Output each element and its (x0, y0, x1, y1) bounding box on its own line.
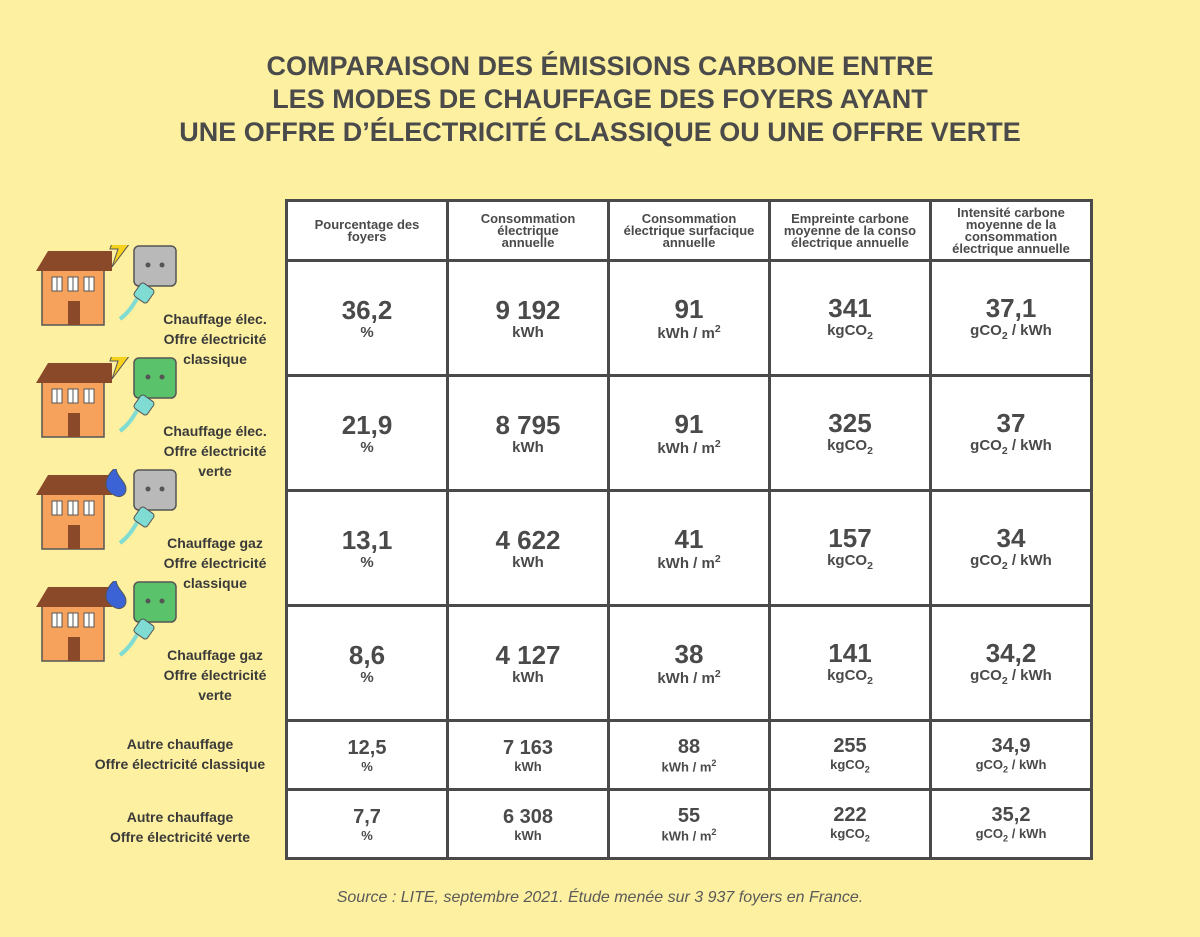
cell-unit (932, 437, 1090, 457)
unit-text: kWh / m (657, 439, 715, 457)
cell-value: 35,2 (991, 804, 1031, 827)
cell-value: 34,9 (991, 735, 1031, 758)
unit-subscript: 2 (1003, 764, 1009, 775)
cell-unit (771, 322, 929, 342)
cell-value: 37 (996, 408, 1026, 438)
header-pct: Pourcentage des foyers (287, 201, 448, 261)
cell-value: 222 (833, 804, 867, 827)
row-label-line: Offre électricité (163, 331, 267, 347)
unit-text: gCO (975, 757, 1004, 773)
cell-value: 37,1 (985, 293, 1037, 323)
cell-value: 7 163 (502, 736, 554, 759)
header-kgco2: Empreinte carbone moyenne de la conso électrique annuelle (770, 201, 931, 261)
cell-kwh (448, 261, 609, 376)
table-row (287, 790, 1092, 859)
row-label-line: Offre électricité (163, 667, 267, 683)
row-label (150, 645, 280, 705)
cell-value: 55 (677, 804, 701, 827)
table-row (287, 376, 1092, 491)
unit-subscript: 2 (1001, 560, 1008, 572)
header-gco2: Intensité carbone moyenne de la consommation électrique annuelle (931, 201, 1092, 261)
cell-gco2 (931, 790, 1092, 859)
cell-kgco2 (770, 606, 931, 721)
unit-exponent: 2 (714, 667, 721, 680)
cell-value: 325 (828, 408, 872, 438)
cell-unit: kWh (512, 553, 544, 571)
table-row (287, 721, 1092, 790)
cell-unit (771, 667, 929, 687)
row-label-line: verte (198, 687, 232, 703)
cell-kgco2 (770, 376, 931, 491)
row-label-line: Chauffage gaz (167, 647, 263, 663)
cell-kwhm2 (609, 606, 770, 721)
cell-unit (610, 553, 768, 572)
cell-kwhm2 (609, 491, 770, 606)
cell-value: 157 (828, 523, 872, 553)
chart-title (0, 50, 1200, 149)
cell-pct (287, 376, 448, 491)
row-label-line: Chauffage élec. (163, 423, 267, 439)
table-row (287, 606, 1092, 721)
row-label-line: verte (198, 463, 232, 479)
cell-kwh (448, 376, 609, 491)
cell-pct (287, 491, 448, 606)
cell-kgco2 (770, 491, 931, 606)
row-label-line: Offre électricité (163, 443, 267, 459)
cell-pct (287, 721, 448, 790)
cell-unit (610, 758, 768, 774)
cell-value: 8,6 (348, 639, 386, 670)
unit-text: gCO (970, 322, 1002, 339)
cell-unit: % (360, 553, 374, 571)
cell-kgco2 (770, 721, 931, 790)
header-row (287, 201, 1092, 261)
unit-text: gCO (970, 552, 1002, 569)
cell-value: 6 308 (502, 805, 554, 828)
unit-exponent: 2 (711, 757, 717, 768)
unit-text: / kWh (1007, 667, 1052, 684)
unit-subscript: 2 (867, 330, 873, 342)
cell-value: 91 (674, 293, 704, 324)
cell-kwhm2 (609, 721, 770, 790)
unit-subscript: 2 (867, 445, 873, 457)
unit-text: gCO (970, 437, 1002, 454)
cell-unit: % (360, 438, 374, 456)
cell-pct (287, 790, 448, 859)
cell-value: 34 (996, 523, 1026, 553)
cell-kwh (448, 491, 609, 606)
table-row (287, 491, 1092, 606)
unit-text: / kWh (1008, 757, 1047, 773)
table-row (287, 261, 1092, 376)
cell-value: 21,9 (341, 409, 393, 440)
cell-unit: % (360, 323, 374, 341)
cell-unit: kWh (512, 323, 544, 341)
cell-value: 38 (674, 638, 704, 669)
title-line-3: UNE OFFRE D’ÉLECTRICITÉ CLASSIQUE OU UNE OFFRE VERTE (179, 117, 1021, 147)
row-label-line: Autre chauffage (126, 736, 234, 752)
cell-unit: % (360, 668, 374, 686)
header-kwhm2: Consommation électrique surfacique annuelle (609, 201, 770, 261)
unit-subscript: 2 (864, 833, 870, 844)
row-label-line: Chauffage gaz (167, 535, 263, 551)
unit-text: kWh / m (661, 828, 712, 844)
unit-exponent: 2 (711, 826, 717, 837)
unit-text: kgCO (827, 667, 868, 684)
cell-pct (287, 606, 448, 721)
cell-unit: % (361, 827, 373, 843)
unit-text: kgCO (827, 437, 868, 454)
row-label-line: classique (183, 575, 247, 591)
cell-value: 141 (828, 638, 872, 668)
cell-unit (932, 552, 1090, 572)
cell-gco2 (931, 606, 1092, 721)
cell-unit (932, 322, 1090, 342)
cell-pct (287, 261, 448, 376)
cell-unit (610, 668, 768, 687)
cell-unit: % (361, 758, 373, 774)
unit-subscript: 2 (1001, 330, 1008, 342)
cell-unit (771, 552, 929, 572)
cell-unit (771, 437, 929, 457)
cell-unit: kWh (512, 438, 544, 456)
row-label-line: Chauffage élec. (163, 311, 267, 327)
unit-text: kgCO (827, 322, 868, 339)
row-label-line: Autre chauffage (126, 809, 234, 825)
cell-value: 7,7 (353, 805, 381, 828)
unit-text: kgCO (830, 826, 865, 842)
cell-kwh (448, 790, 609, 859)
cell-kwh (448, 606, 609, 721)
unit-text: / kWh (1008, 826, 1047, 842)
cell-value: 34,2 (985, 638, 1037, 668)
cell-unit (771, 757, 929, 775)
unit-subscript: 2 (1001, 675, 1008, 687)
row-label (70, 807, 290, 847)
source-note: Source : LITE, septembre 2021. Étude menée sur 3 937 foyers en France. (336, 889, 864, 906)
unit-text: kgCO (830, 757, 865, 773)
cell-value: 341 (828, 293, 872, 323)
cell-kgco2 (770, 261, 931, 376)
row-label-line: Offre électricité classique (94, 756, 266, 772)
unit-subscript: 2 (1003, 833, 1009, 844)
cell-value: 4 622 (495, 524, 561, 555)
header-kwh: Consommation électrique annuelle (448, 201, 609, 261)
cell-value: 91 (674, 408, 704, 439)
cell-unit: kWh (514, 758, 542, 774)
cell-unit: kWh (514, 827, 542, 843)
cell-unit (932, 667, 1090, 687)
cell-value: 36,2 (341, 294, 393, 325)
cell-value: 41 (674, 523, 704, 554)
cell-unit (771, 826, 929, 844)
cell-value: 12,5 (347, 736, 387, 759)
unit-text: kgCO (827, 552, 868, 569)
unit-text: kWh / m (657, 554, 715, 572)
row-label-line: Offre électricité (163, 555, 267, 571)
unit-subscript: 2 (864, 764, 870, 775)
unit-text: gCO (975, 826, 1004, 842)
cell-kwhm2 (609, 790, 770, 859)
unit-text: gCO (970, 667, 1002, 684)
cell-unit (610, 438, 768, 457)
unit-subscript: 2 (867, 675, 873, 687)
cell-value: 255 (833, 735, 867, 758)
unit-text: kWh / m (657, 669, 715, 687)
unit-exponent: 2 (714, 322, 721, 335)
unit-text: / kWh (1007, 322, 1052, 339)
cell-value: 8 795 (495, 409, 561, 440)
cell-unit (610, 323, 768, 342)
unit-text: kWh / m (657, 324, 715, 342)
cell-value: 88 (677, 735, 701, 758)
cell-unit: kWh (512, 668, 544, 686)
unit-subscript: 2 (867, 560, 873, 572)
row-label-line: classique (183, 351, 247, 367)
cell-value: 4 127 (495, 639, 561, 670)
row-label-line: Offre électricité verte (109, 829, 251, 845)
cell-gco2 (931, 721, 1092, 790)
data-table (285, 199, 1093, 860)
title-line-2: LES MODES DE CHAUFFAGE DES FOYERS AYANT (272, 84, 928, 114)
cell-unit (932, 826, 1090, 844)
cell-unit (610, 827, 768, 843)
row-label (70, 734, 290, 774)
title-line-1: COMPARAISON DES ÉMISSIONS CARBONE ENTRE (266, 51, 934, 81)
unit-exponent: 2 (714, 552, 721, 565)
cell-gco2 (931, 376, 1092, 491)
unit-exponent: 2 (714, 437, 721, 450)
cell-gco2 (931, 261, 1092, 376)
cell-kgco2 (770, 790, 931, 859)
unit-text: / kWh (1007, 552, 1052, 569)
cell-kwh (448, 721, 609, 790)
unit-subscript: 2 (1001, 445, 1008, 457)
unit-text: kWh / m (661, 759, 712, 775)
cell-gco2 (931, 491, 1092, 606)
cell-unit (932, 757, 1090, 775)
unit-text: / kWh (1007, 437, 1052, 454)
cell-kwhm2 (609, 376, 770, 491)
cell-value: 13,1 (341, 524, 393, 555)
cell-value: 9 192 (495, 294, 561, 325)
cell-kwhm2 (609, 261, 770, 376)
